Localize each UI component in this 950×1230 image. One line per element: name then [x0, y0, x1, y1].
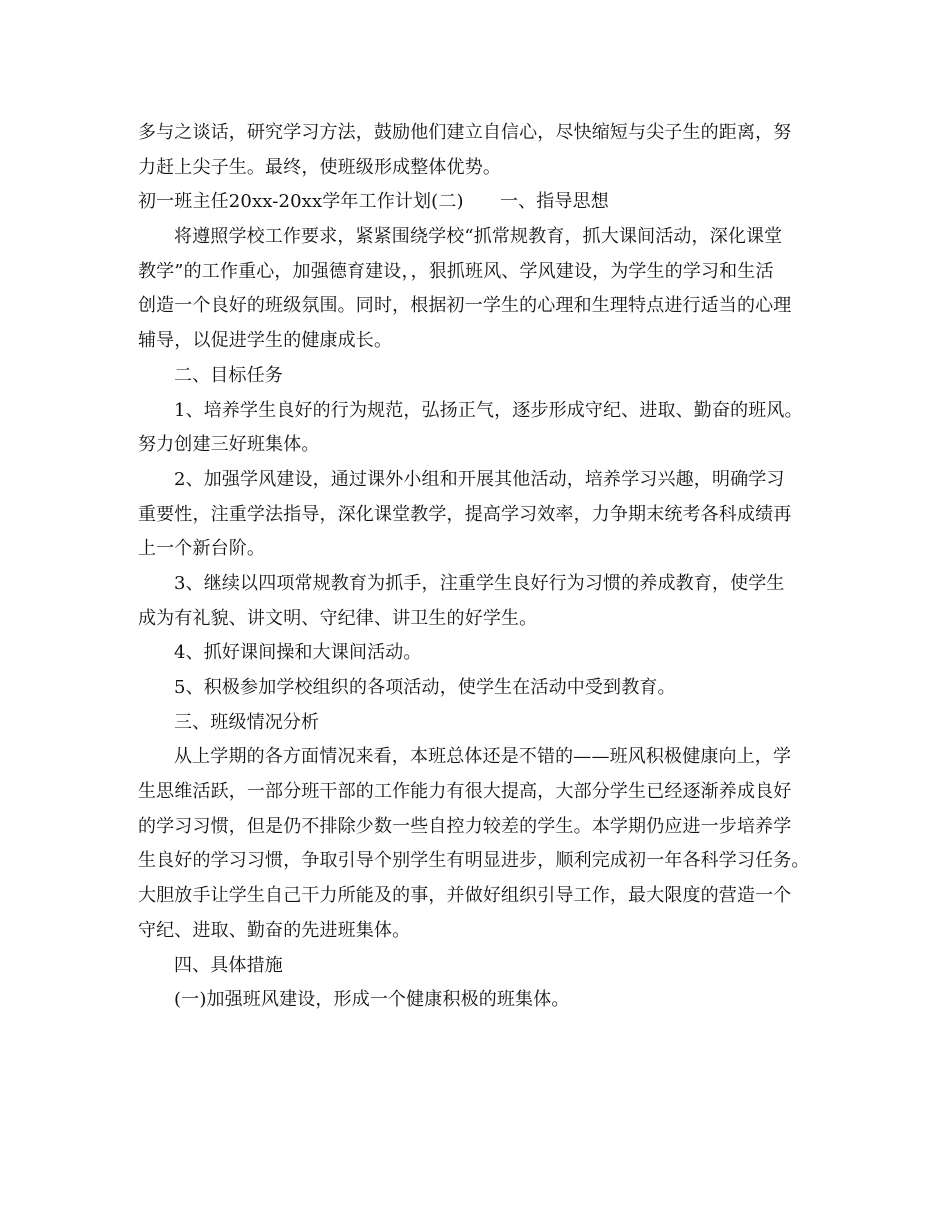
paragraph-line: 创造一个良好的班级氛围。同时，根据初一学生的心理和生理特点进行适当的心理: [138, 295, 792, 317]
section-heading: 二、目标任务: [174, 364, 283, 386]
paragraph-line: 生思维活跃，一部分班干部的工作能力有很大提高，大部分学生已经逐渐养成良好: [138, 781, 792, 803]
document-title-line: 初一班主任20xx-20xx学年工作计划(二) 一、指导思想: [138, 191, 609, 213]
list-item-line: 重要性，注重学法指导，深化课堂教学，提高学习效率，力争期末统考各科成绩再: [138, 503, 792, 525]
paragraph-line: 从上学期的各方面情况来看，本班总体还是不错的——班风积极健康向上，学: [174, 746, 792, 768]
list-item-line: 2、加强学风建设，通过课外小组和开展其他活动，培养学习兴趣，明确学习: [174, 468, 785, 490]
paragraph-line: 辅导，以促进学生的健康成长。: [138, 330, 393, 352]
paragraph-line: 大胆放手让学生自己干力所能及的事，并做好组织引导工作，最大限度的营造一个: [138, 885, 792, 907]
paragraph-line: 生良好的学习习惯，争取引导个别学生有明显进步，顺利完成初一年各科学习任务。: [138, 850, 810, 872]
document-body: [138, 116, 828, 1018]
paragraph-line: 将遵照学校工作要求，紧紧围绕学校“抓常规教育，抓大课间活动，深化课堂: [174, 226, 783, 248]
section-heading: 四、具体措施: [174, 954, 283, 976]
paragraph-line: 教学”的工作重心，加强德育建设，，狠抓班风、学风建设，为学生的学习和生活: [138, 260, 774, 282]
list-item-line: 成为有礼貌、讲文明、守纪律、讲卫生的好学生。: [138, 607, 538, 629]
list-item-line: 5、积极参加学校组织的各项活动，使学生在活动中受到教育。: [174, 677, 676, 698]
subsection-heading: (一)加强班风建设，形成一个健康积极的班集体。: [174, 989, 570, 1011]
list-item-line: 3、继续以四项常规教育为抓手，注重学生良好行为习惯的养成教育，使学生: [174, 572, 785, 594]
paragraph-line: 多与之谈话，研究学习方法，鼓励他们建立自信心，尽快缩短与尖子生的距离，努: [138, 122, 792, 143]
list-item-line: 4、抓好课间操和大课间活动。: [174, 642, 422, 664]
paragraph-line: 的学习习惯，但是仍不排除少数一些自控力较差的学生。本学期仍应进一步培养学: [138, 815, 792, 837]
section-heading: 三、班级情况分析: [174, 711, 320, 733]
paragraph-line: 力赶上尖子生。最终，使班级形成整体优势。: [138, 156, 501, 178]
list-item-line: 努力创建三好班集体。: [138, 434, 320, 456]
list-item-line: 上一个新台阶。: [138, 538, 266, 560]
paragraph-line: 守纪、进取、勤奋的先进班集体。: [138, 919, 411, 941]
list-item-line: 1、培养学生良好的行为规范，弘扬正气，逐步形成守纪、进取、勤奋的班风。: [174, 399, 803, 421]
